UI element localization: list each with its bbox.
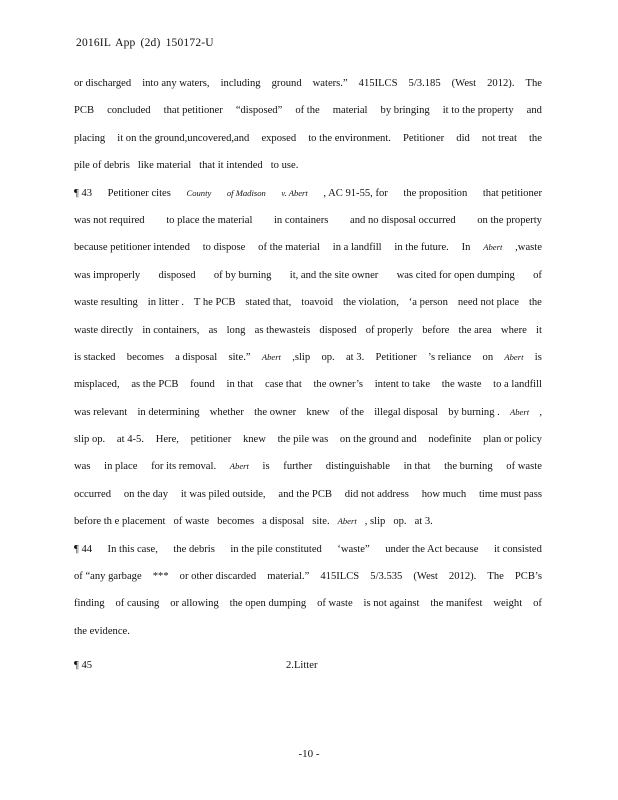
text-segment: 5/3.185 bbox=[408, 78, 441, 89]
text-segment: waste resulting bbox=[74, 297, 138, 309]
text-segment: disposed bbox=[158, 269, 196, 281]
text-segment: “disposed” bbox=[235, 105, 283, 117]
text-segment: on the property bbox=[477, 214, 542, 226]
text-segment: , AC 91-55, for bbox=[323, 187, 388, 199]
text-line bbox=[74, 132, 542, 159]
text-segment: ‘waste” bbox=[337, 543, 370, 555]
text-segment: in containers bbox=[273, 214, 329, 226]
case-citation-header: 2016IL App (2d) 150172-U bbox=[76, 37, 214, 49]
text-segment: was not required bbox=[74, 214, 145, 226]
text-line bbox=[74, 159, 542, 186]
text-segment: because petitioner intended bbox=[74, 242, 190, 254]
text-segment: the pile was bbox=[277, 434, 329, 446]
text-segment: it was piled outside, bbox=[180, 488, 266, 500]
text-segment: to a landfill bbox=[493, 379, 542, 391]
text-segment: placing bbox=[74, 132, 106, 144]
text-segment: becomes bbox=[126, 351, 164, 363]
text-segment: *** bbox=[152, 571, 169, 583]
text-segment: it on the ground,uncovered,and bbox=[117, 132, 250, 144]
text-segment: by bringing bbox=[380, 105, 430, 117]
paragraph-number: ¶ 45 bbox=[74, 660, 93, 671]
text-segment: to place the material bbox=[166, 214, 253, 226]
text-segment: in the future. bbox=[394, 242, 449, 254]
text-segment: the burning bbox=[444, 461, 493, 473]
text-segment: the manifest bbox=[430, 598, 483, 610]
text-line bbox=[74, 406, 542, 433]
text-segment: need not place bbox=[457, 297, 520, 309]
text-segment: as thewasteis bbox=[254, 324, 311, 336]
text-segment: distinguishable bbox=[325, 461, 390, 473]
text-segment: Petitioner cites bbox=[107, 187, 171, 199]
page-number: -10 - bbox=[298, 748, 320, 760]
text-segment: that it intended bbox=[199, 160, 263, 172]
text-segment: the evidence. bbox=[74, 625, 130, 637]
text-segment: ground bbox=[271, 78, 302, 89]
text-segment: of the bbox=[339, 406, 364, 418]
text-segment: The bbox=[487, 571, 504, 583]
text-segment: it consisted bbox=[493, 543, 542, 555]
text-segment: the owner’s bbox=[313, 379, 364, 391]
text-segment: the area bbox=[458, 324, 492, 336]
text-segment: of waste bbox=[173, 516, 210, 528]
text-segment: misplaced, bbox=[74, 379, 120, 391]
text-segment: to use. bbox=[270, 160, 299, 172]
text-segment: before th e placement bbox=[74, 516, 166, 528]
text-segment: 415ILCS bbox=[320, 571, 360, 583]
text-segment: stated that, bbox=[245, 297, 292, 309]
text-segment: in determining bbox=[137, 406, 200, 418]
text-segment: and the PCB bbox=[278, 488, 332, 500]
case-name-italic: Abert bbox=[337, 516, 357, 527]
text-segment: the owner bbox=[254, 406, 297, 418]
text-segment: waste directly bbox=[74, 324, 134, 336]
text-segment: finding bbox=[74, 598, 105, 610]
text-segment: intent to take bbox=[374, 379, 431, 391]
text-segment: did bbox=[456, 132, 470, 144]
text-line bbox=[74, 625, 542, 652]
text-segment: to the environment. bbox=[308, 132, 391, 144]
text-segment: knew bbox=[306, 406, 330, 418]
text-segment: further bbox=[283, 461, 313, 473]
case-name-italic: v. Abert bbox=[281, 187, 308, 198]
text-segment: into any waters, bbox=[142, 78, 210, 89]
document-body bbox=[74, 77, 542, 652]
text-segment: of waste bbox=[506, 461, 542, 473]
text-segment: at 3. bbox=[414, 516, 433, 528]
text-segment: , bbox=[539, 406, 542, 418]
text-segment: concluded bbox=[107, 105, 151, 117]
text-segment: of the bbox=[295, 105, 320, 117]
text-segment: is not against bbox=[363, 598, 420, 610]
text-segment: in litter . bbox=[147, 297, 184, 309]
text-segment: 5/3.535 bbox=[370, 571, 403, 583]
text-segment: op. bbox=[321, 351, 335, 363]
text-segment: the bbox=[528, 132, 542, 144]
text-segment: including bbox=[220, 78, 261, 89]
text-segment: and bbox=[526, 105, 542, 117]
text-segment: as the PCB bbox=[131, 379, 179, 391]
text-segment: under the Act because bbox=[385, 543, 479, 555]
text-segment: where bbox=[500, 324, 527, 336]
text-segment: ’s reliance bbox=[428, 351, 472, 363]
text-line bbox=[74, 296, 542, 323]
text-line bbox=[74, 597, 542, 624]
text-segment: op. bbox=[393, 516, 407, 528]
text-line bbox=[74, 488, 542, 515]
text-line bbox=[74, 433, 542, 460]
text-segment: petitioner bbox=[190, 434, 232, 446]
text-segment: to dispose bbox=[202, 242, 246, 254]
text-line bbox=[74, 324, 542, 351]
text-segment: the debris bbox=[173, 543, 215, 555]
text-segment: the bbox=[528, 297, 542, 309]
text-segment: Here, bbox=[155, 434, 179, 446]
text-segment: PCB’s bbox=[514, 571, 542, 583]
text-segment: was bbox=[74, 461, 91, 473]
text-segment: was improperly bbox=[74, 269, 141, 281]
text-segment: Petitioner bbox=[375, 351, 417, 363]
text-segment: whether bbox=[209, 406, 244, 418]
text-line bbox=[74, 378, 542, 405]
text-line bbox=[74, 351, 542, 378]
text-segment: a disposal bbox=[262, 516, 305, 528]
text-segment: found bbox=[190, 379, 215, 391]
text-segment: ¶ 43 bbox=[74, 187, 93, 199]
text-segment: exposed bbox=[261, 132, 297, 144]
text-segment: (West bbox=[451, 78, 477, 89]
text-segment: long bbox=[226, 324, 246, 336]
text-segment: of “any garbage bbox=[74, 571, 142, 583]
text-segment: In bbox=[461, 242, 471, 254]
text-segment: the violation, bbox=[342, 297, 399, 309]
text-segment: as bbox=[208, 324, 218, 336]
text-segment: toavoid bbox=[301, 297, 334, 309]
text-segment: material.” bbox=[267, 571, 310, 583]
text-segment: it to the property bbox=[442, 105, 514, 117]
text-segment: is bbox=[534, 351, 542, 363]
text-segment: how much bbox=[421, 488, 467, 500]
text-segment: ,waste bbox=[515, 242, 542, 254]
case-name-italic: Abert bbox=[483, 242, 503, 253]
text-segment: of by burning bbox=[213, 269, 272, 281]
text-segment: becomes bbox=[217, 516, 255, 528]
text-segment: time must pass bbox=[478, 488, 542, 500]
text-segment: the proposition bbox=[403, 187, 468, 199]
section-title: 2.Litter bbox=[286, 660, 318, 671]
text-segment: or discharged bbox=[74, 78, 132, 89]
text-segment: at 3. bbox=[345, 351, 365, 363]
text-line bbox=[74, 460, 542, 487]
text-segment: in the pile constituted bbox=[230, 543, 322, 555]
text-segment: PCB bbox=[74, 105, 95, 117]
text-segment: ‘a person bbox=[408, 297, 448, 309]
text-segment: pile of debris bbox=[74, 160, 130, 172]
text-segment: ,slip bbox=[292, 351, 311, 363]
text-segment: of the material bbox=[258, 242, 320, 254]
text-line bbox=[74, 515, 542, 542]
case-name-italic: County bbox=[186, 187, 212, 198]
text-segment: 415ILCS bbox=[358, 78, 398, 89]
text-segment: 2012). bbox=[487, 78, 515, 89]
text-segment: the open dumping bbox=[229, 598, 307, 610]
text-line bbox=[74, 543, 542, 570]
text-segment: not treat bbox=[481, 132, 517, 144]
text-segment: is bbox=[262, 461, 270, 473]
text-segment: or other discarded bbox=[179, 571, 257, 583]
text-segment: plan or policy bbox=[483, 434, 542, 446]
text-segment: was cited for open dumping bbox=[396, 269, 515, 281]
text-line bbox=[74, 241, 542, 268]
text-segment: on the day bbox=[123, 488, 169, 500]
text-line bbox=[74, 104, 542, 131]
text-line bbox=[74, 570, 542, 597]
text-segment: material bbox=[332, 105, 368, 117]
text-segment: or allowing bbox=[170, 598, 219, 610]
case-name-italic: Abert bbox=[261, 351, 281, 362]
text-segment: , slip bbox=[364, 516, 386, 528]
text-segment: is stacked bbox=[74, 351, 116, 363]
text-segment: of properly bbox=[365, 324, 414, 336]
text-segment: did not address bbox=[344, 488, 409, 500]
text-segment: (West bbox=[413, 571, 438, 583]
text-segment: in place bbox=[104, 461, 138, 473]
text-segment: by burning . bbox=[448, 406, 500, 418]
case-name-italic: of Madison bbox=[226, 187, 266, 198]
text-segment: of bbox=[533, 269, 542, 281]
text-segment: 2012). bbox=[448, 571, 477, 583]
text-line bbox=[74, 269, 542, 296]
text-segment: in containers, bbox=[142, 324, 200, 336]
case-name-italic: Abert bbox=[229, 461, 249, 472]
text-segment: Petitioner bbox=[402, 132, 445, 144]
text-segment: in that bbox=[403, 461, 431, 473]
text-segment: ¶ 44 bbox=[74, 543, 93, 555]
text-segment: disposed bbox=[319, 324, 357, 336]
text-segment: The bbox=[525, 78, 542, 89]
text-segment: weight bbox=[493, 598, 523, 610]
text-segment: at 4-5. bbox=[116, 434, 144, 446]
text-segment: In this case, bbox=[107, 543, 158, 555]
text-segment: a disposal bbox=[175, 351, 218, 363]
text-segment: illegal disposal bbox=[374, 406, 439, 418]
text-segment: of causing bbox=[115, 598, 160, 610]
text-segment: case that bbox=[265, 379, 302, 391]
text-segment: like material bbox=[137, 160, 192, 172]
case-name-italic: Abert bbox=[510, 406, 530, 417]
text-segment: was relevant bbox=[74, 406, 128, 418]
text-segment: it, and the site owner bbox=[289, 269, 379, 281]
text-segment: on bbox=[482, 351, 494, 363]
text-segment: it bbox=[536, 324, 542, 336]
text-segment: site.” bbox=[228, 351, 251, 363]
text-segment: site. bbox=[312, 516, 330, 528]
text-segment: before bbox=[422, 324, 450, 336]
text-segment: occurred bbox=[74, 488, 112, 500]
text-line bbox=[74, 187, 542, 214]
text-segment: that petitioner bbox=[163, 105, 223, 117]
text-line bbox=[74, 214, 542, 241]
text-line bbox=[74, 77, 542, 104]
text-segment: waters.” bbox=[312, 78, 348, 89]
text-segment: that petitioner bbox=[482, 187, 542, 199]
text-segment: for its removal. bbox=[151, 461, 217, 473]
text-segment: the waste bbox=[441, 379, 482, 391]
text-segment: of bbox=[533, 598, 542, 610]
text-segment: slip op. bbox=[74, 434, 106, 446]
text-segment: of waste bbox=[317, 598, 353, 610]
text-segment: nodefinite bbox=[428, 434, 472, 446]
text-segment: in that bbox=[226, 379, 254, 391]
text-segment: T he PCB bbox=[193, 297, 236, 309]
text-segment: in a landfill bbox=[332, 242, 382, 254]
case-name-italic: Abert bbox=[504, 351, 524, 362]
text-segment: knew bbox=[242, 434, 266, 446]
text-segment: and no disposal occurred bbox=[350, 214, 456, 226]
text-segment: on the ground and bbox=[339, 434, 417, 446]
section-heading bbox=[74, 660, 542, 674]
